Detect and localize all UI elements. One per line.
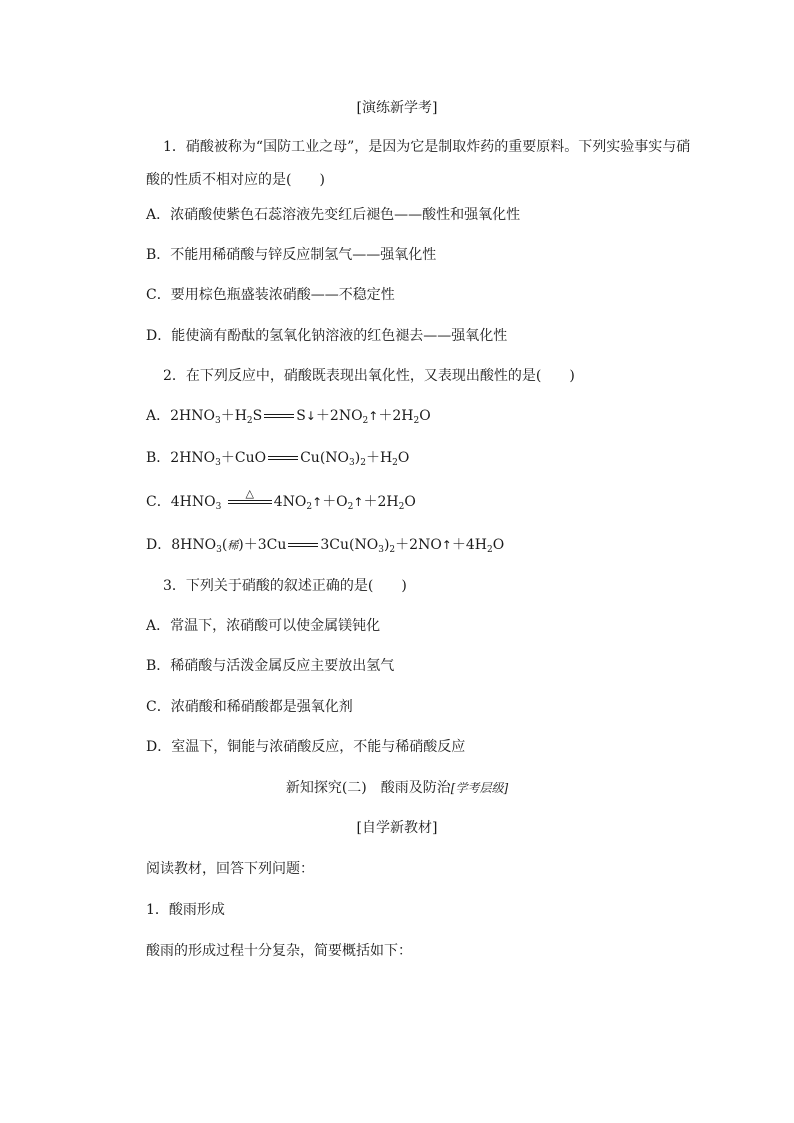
question-2-option-a: A．$2HNO_3+H_2S$ $S↓+2NO_2↑+2H_2O$ [146, 408, 431, 426]
question-3-stem: 3．下列关于硝酸的叙述正确的是( ) [163, 578, 407, 594]
question-1-stem-line1: 1．硝酸被称为“国防工业之母”，是因为它是制取炸药的重要原料。下列实验事实与硝 [163, 139, 691, 155]
question-3-option-d: D．室温下，铜能与浓硝酸反应，不能与稀硝酸反应 [146, 739, 466, 755]
question-1-option-a: A．浓硝酸使紫色石蕊溶液先变红后褪色——酸性和强氧化性 [146, 207, 521, 223]
question-2-option-b: B．$2HNO_3+CuO$ $Cu(NO_3)_2+H_2O$ [146, 450, 410, 468]
heat-symbol: △ [245, 487, 254, 500]
question-1-stem-line2: 酸的性质不相对应的是( ) [146, 172, 325, 188]
section-2-tag: [学考层级] [450, 781, 509, 795]
question-3-option-b: B．稀硝酸与活泼金属反应主要放出氢气 [146, 658, 395, 674]
section-2-heading [0, 778, 794, 798]
item-1-heading: 1．酸雨形成 [146, 902, 225, 918]
item-1-text: 酸雨的形成过程十分复杂，简要概括如下： [146, 943, 412, 959]
subsection-title: [自学新教材] [356, 820, 438, 836]
section-title: [演练新学考] [356, 100, 438, 116]
question-2-stem: 2．在下列反应中，硝酸既表现出氧化性，又表现出酸性的是( ) [163, 368, 575, 384]
question-1-option-c: C．要用棕色瓶盛装浓硝酸——不稳定性 [146, 287, 395, 303]
question-2-option-d: D．$8HNO_3$(稀)＋3Cu $3Cu(NO_3)_2+2NO↑+4H_2O$ [146, 537, 505, 555]
question-1-option-d: D．能使滴有酚酞的氢氧化钠溶液的红色褪去——强氧化性 [146, 328, 508, 344]
question-2-option-c: C．$4HNO_3$ △ $4NO_2↑+O_2↑+2H_2O$ [146, 492, 416, 512]
intro-text: 阅读教材，回答下列问题： [146, 861, 314, 877]
section-2-title: 新知探究(二) 酸雨及防治 [285, 780, 451, 796]
question-3-option-a: A．常温下，浓硝酸可以使金属镁钝化 [146, 618, 381, 634]
question-3-option-c: C．浓硝酸和稀硝酸都是强氧化剂 [146, 699, 353, 715]
question-1-option-b: B．不能用稀硝酸与锌反应制氢气——强氧化性 [146, 247, 437, 263]
